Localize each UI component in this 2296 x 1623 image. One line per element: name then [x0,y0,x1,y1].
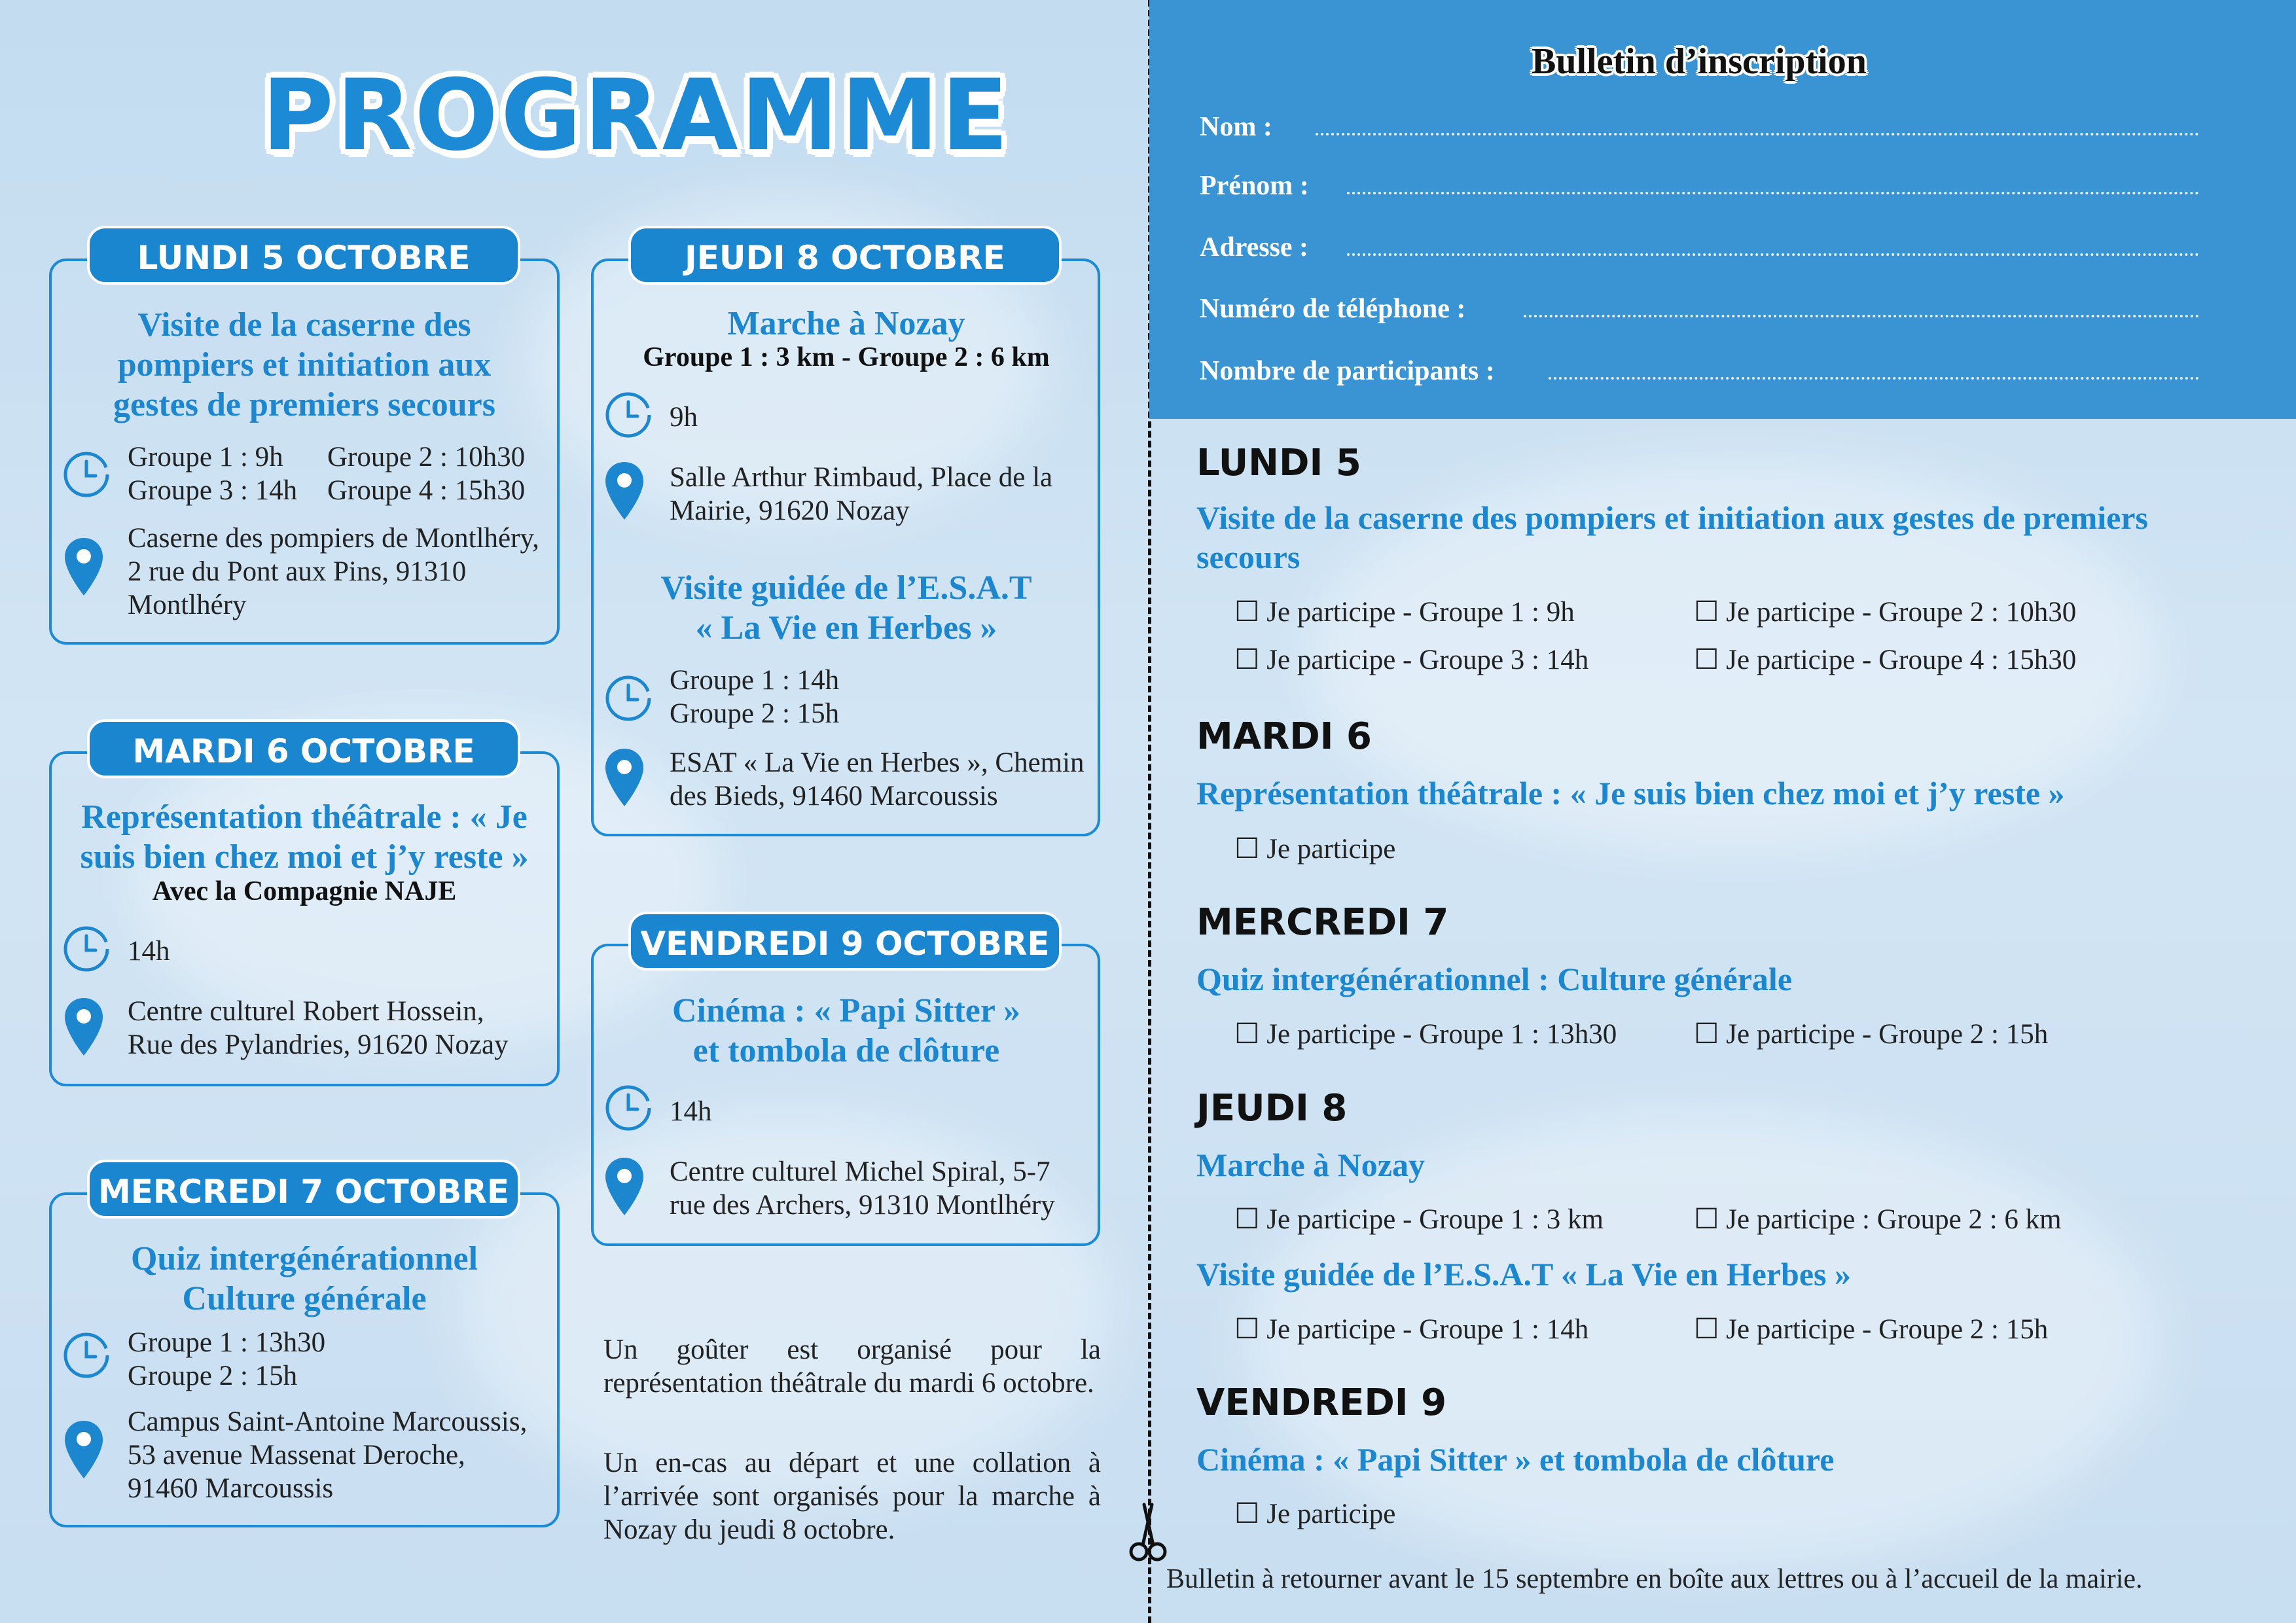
vendredi-title: Cinéma : « Papi Sitter » et tombola de clôture [672,992,1020,1069]
jeudi-time: 9h [670,402,698,433]
jeudi-esat-address: ESAT « La Vie en Herbes », Chemin des Bieds, 91460 Marcoussis [670,747,1085,812]
jeudi-esat-groups: Groupe 1 : 14h Groupe 2 : 15h [670,665,840,729]
bulletin-vendredi-title: Cinéma : « Papi Sitter » et tombola de clôture [1196,1441,1835,1478]
field-participants[interactable] [1549,377,2199,380]
lundi-title: Visite de la caserne des pompiers et initiation aux gestes de premiers secours [113,306,495,423]
tab-mardi: MARDI 6 OCTOBRE [87,719,520,778]
clock-icon [62,1330,111,1380]
bulletin-day-jeudi: JEUDI 8 [1196,1087,1348,1130]
mardi-time: 14h [128,936,170,967]
note-gouter: Un goûter est organisé pour la représentation théâtrale du mardi 6 octobre. [603,1334,1101,1399]
bulletin-jeudi-title: Marche à Nozay [1196,1147,1425,1183]
programme-title: PROGRAMME [262,59,1011,173]
checkbox-jeudi-groupe-2[interactable]: ☐ Je participe : Groupe 2 : 6 km [1694,1204,2062,1235]
mardi-subtitle: Avec la Compagnie NAJE [152,876,457,906]
form-title: Bulletin d’inscription [1532,41,1867,82]
jeudi-esat-title: Visite guidée de l’E.S.A.T « La Vie en Herbes » [660,569,1032,647]
field-participants-label: Nombre de participants : [1200,356,1495,386]
field-prenom-label: Prénom : [1200,171,1309,201]
bulletin-lundi-title: Visite de la caserne des pompiers et initiation aux gestes de premiers secours [1196,499,2148,575]
lundi-groups: Groupe 1 : 9h Groupe 2 : 10h30 Groupe 3 : 14h Groupe 4 : 15h30 [128,442,526,506]
bulletin-day-mardi: MARDI 6 [1196,715,1372,758]
vendredi-address: Centre culturel Michel Spiral, 5-7 rue des Archers, 91310 Montlhéry [670,1156,1055,1221]
map-pin-icon [603,1156,645,1217]
lundi-address: Caserne des pompiers de Montlhéry, 2 rue du Pont aux Pins, 91310 Montlhéry [128,523,539,620]
bulletin-day-mercredi: MERCREDI 7 [1196,901,1449,944]
checkbox-mercredi-groupe-1[interactable]: ☐ Je participe - Groupe 1 : 13h30 [1234,1019,1617,1050]
tab-vendredi: VENDREDI 9 OCTOBRE [628,912,1062,971]
checkbox-mercredi-groupe-2[interactable]: ☐ Je participe - Groupe 2 : 15h [1694,1019,2049,1050]
mardi-title: Représentation théâtrale : « Je suis bien chez moi et j’y reste » [80,798,529,876]
checkbox-jeudi-groupe-1[interactable]: ☐ Je participe - Groupe 1 : 3 km [1234,1204,1604,1235]
tab-mercredi: MERCREDI 7 OCTOBRE [87,1160,520,1219]
bulletin-day-lundi: LUNDI 5 [1196,442,1361,484]
bulletin-jeudi-esat-title: Visite guidée de l’E.S.A.T « La Vie en Herbes » [1196,1256,1851,1293]
bulletin-day-vendredi: VENDREDI 9 [1196,1382,1447,1424]
field-telephone[interactable] [1524,315,2199,317]
field-adresse-label: Adresse : [1200,232,1309,262]
note-marche: Un en-cas au départ et une collation à l’arrivée sont organisés pour la marche à Nozay du jeudi 8 octobre. [603,1448,1101,1545]
field-prenom[interactable] [1347,192,2199,194]
clock-icon [603,390,653,440]
mercredi-address: Campus Saint-Antoine Marcoussis, 53 avenue Massenat Deroche, 91460 Marcoussis [128,1406,528,1504]
checkbox-vendredi[interactable]: ☐ Je participe [1234,1499,1396,1529]
checkbox-mardi[interactable]: ☐ Je participe [1234,834,1396,865]
clock-icon [603,1083,653,1133]
map-pin-icon [63,1419,105,1480]
field-nom[interactable] [1316,133,2199,135]
checkbox-lundi-groupe-2[interactable]: ☐ Je participe - Groupe 2 : 10h30 [1694,597,2077,628]
tab-jeudi: JEUDI 8 OCTOBRE [628,226,1062,285]
field-adresse[interactable] [1347,253,2199,256]
map-pin-icon [63,997,105,1057]
scissors-icon [1127,1502,1169,1565]
field-nom-label: Nom : [1200,112,1272,142]
mardi-address: Centre culturel Robert Hossein, Rue des Pylandries, 91620 Nozay [128,996,509,1060]
jeudi-address: Salle Arthur Rimbaud, Place de la Mairie, 91620 Nozay [670,462,1053,526]
clock-icon [603,673,653,723]
clock-icon [62,450,111,499]
bulletin-mercredi-title: Quiz intergénérationnel : Culture générale [1196,961,1793,997]
mercredi-groups: Groupe 1 : 13h30 Groupe 2 : 15h [128,1327,326,1391]
map-pin-icon [603,461,645,521]
tab-lundi: LUNDI 5 OCTOBRE [87,226,520,285]
checkbox-jeudi-esat-groupe-2[interactable]: ☐ Je participe - Groupe 2 : 15h [1694,1314,2049,1345]
mercredi-title: Quiz intergénérationnel Culture générale [130,1240,478,1317]
field-telephone-label: Numéro de téléphone : [1200,294,1466,324]
checkbox-lundi-groupe-4[interactable]: ☐ Je participe - Groupe 4 : 15h30 [1694,645,2077,675]
jeudi-subtitle: Groupe 1 : 3 km - Groupe 2 : 6 km [643,342,1050,372]
bulletin-mardi-title: Représentation théâtrale : « Je suis bien chez moi et j’y reste » [1196,775,2065,812]
map-pin-icon [63,537,105,597]
clock-icon [62,924,111,974]
bulletin-footer: Bulletin à retourner avant le 15 septembre en boîte aux lettres ou à l’accueil de la mairie. [1166,1564,2143,1594]
checkbox-lundi-groupe-1[interactable]: ☐ Je participe - Groupe 1 : 9h [1234,597,1575,628]
vendredi-time: 14h [670,1096,712,1127]
checkbox-lundi-groupe-3[interactable]: ☐ Je participe - Groupe 3 : 14h [1234,645,1589,675]
jeudi-title: Marche à Nozay [727,305,965,342]
map-pin-icon [603,747,645,808]
checkbox-jeudi-esat-groupe-1[interactable]: ☐ Je participe - Groupe 1 : 14h [1234,1314,1589,1345]
